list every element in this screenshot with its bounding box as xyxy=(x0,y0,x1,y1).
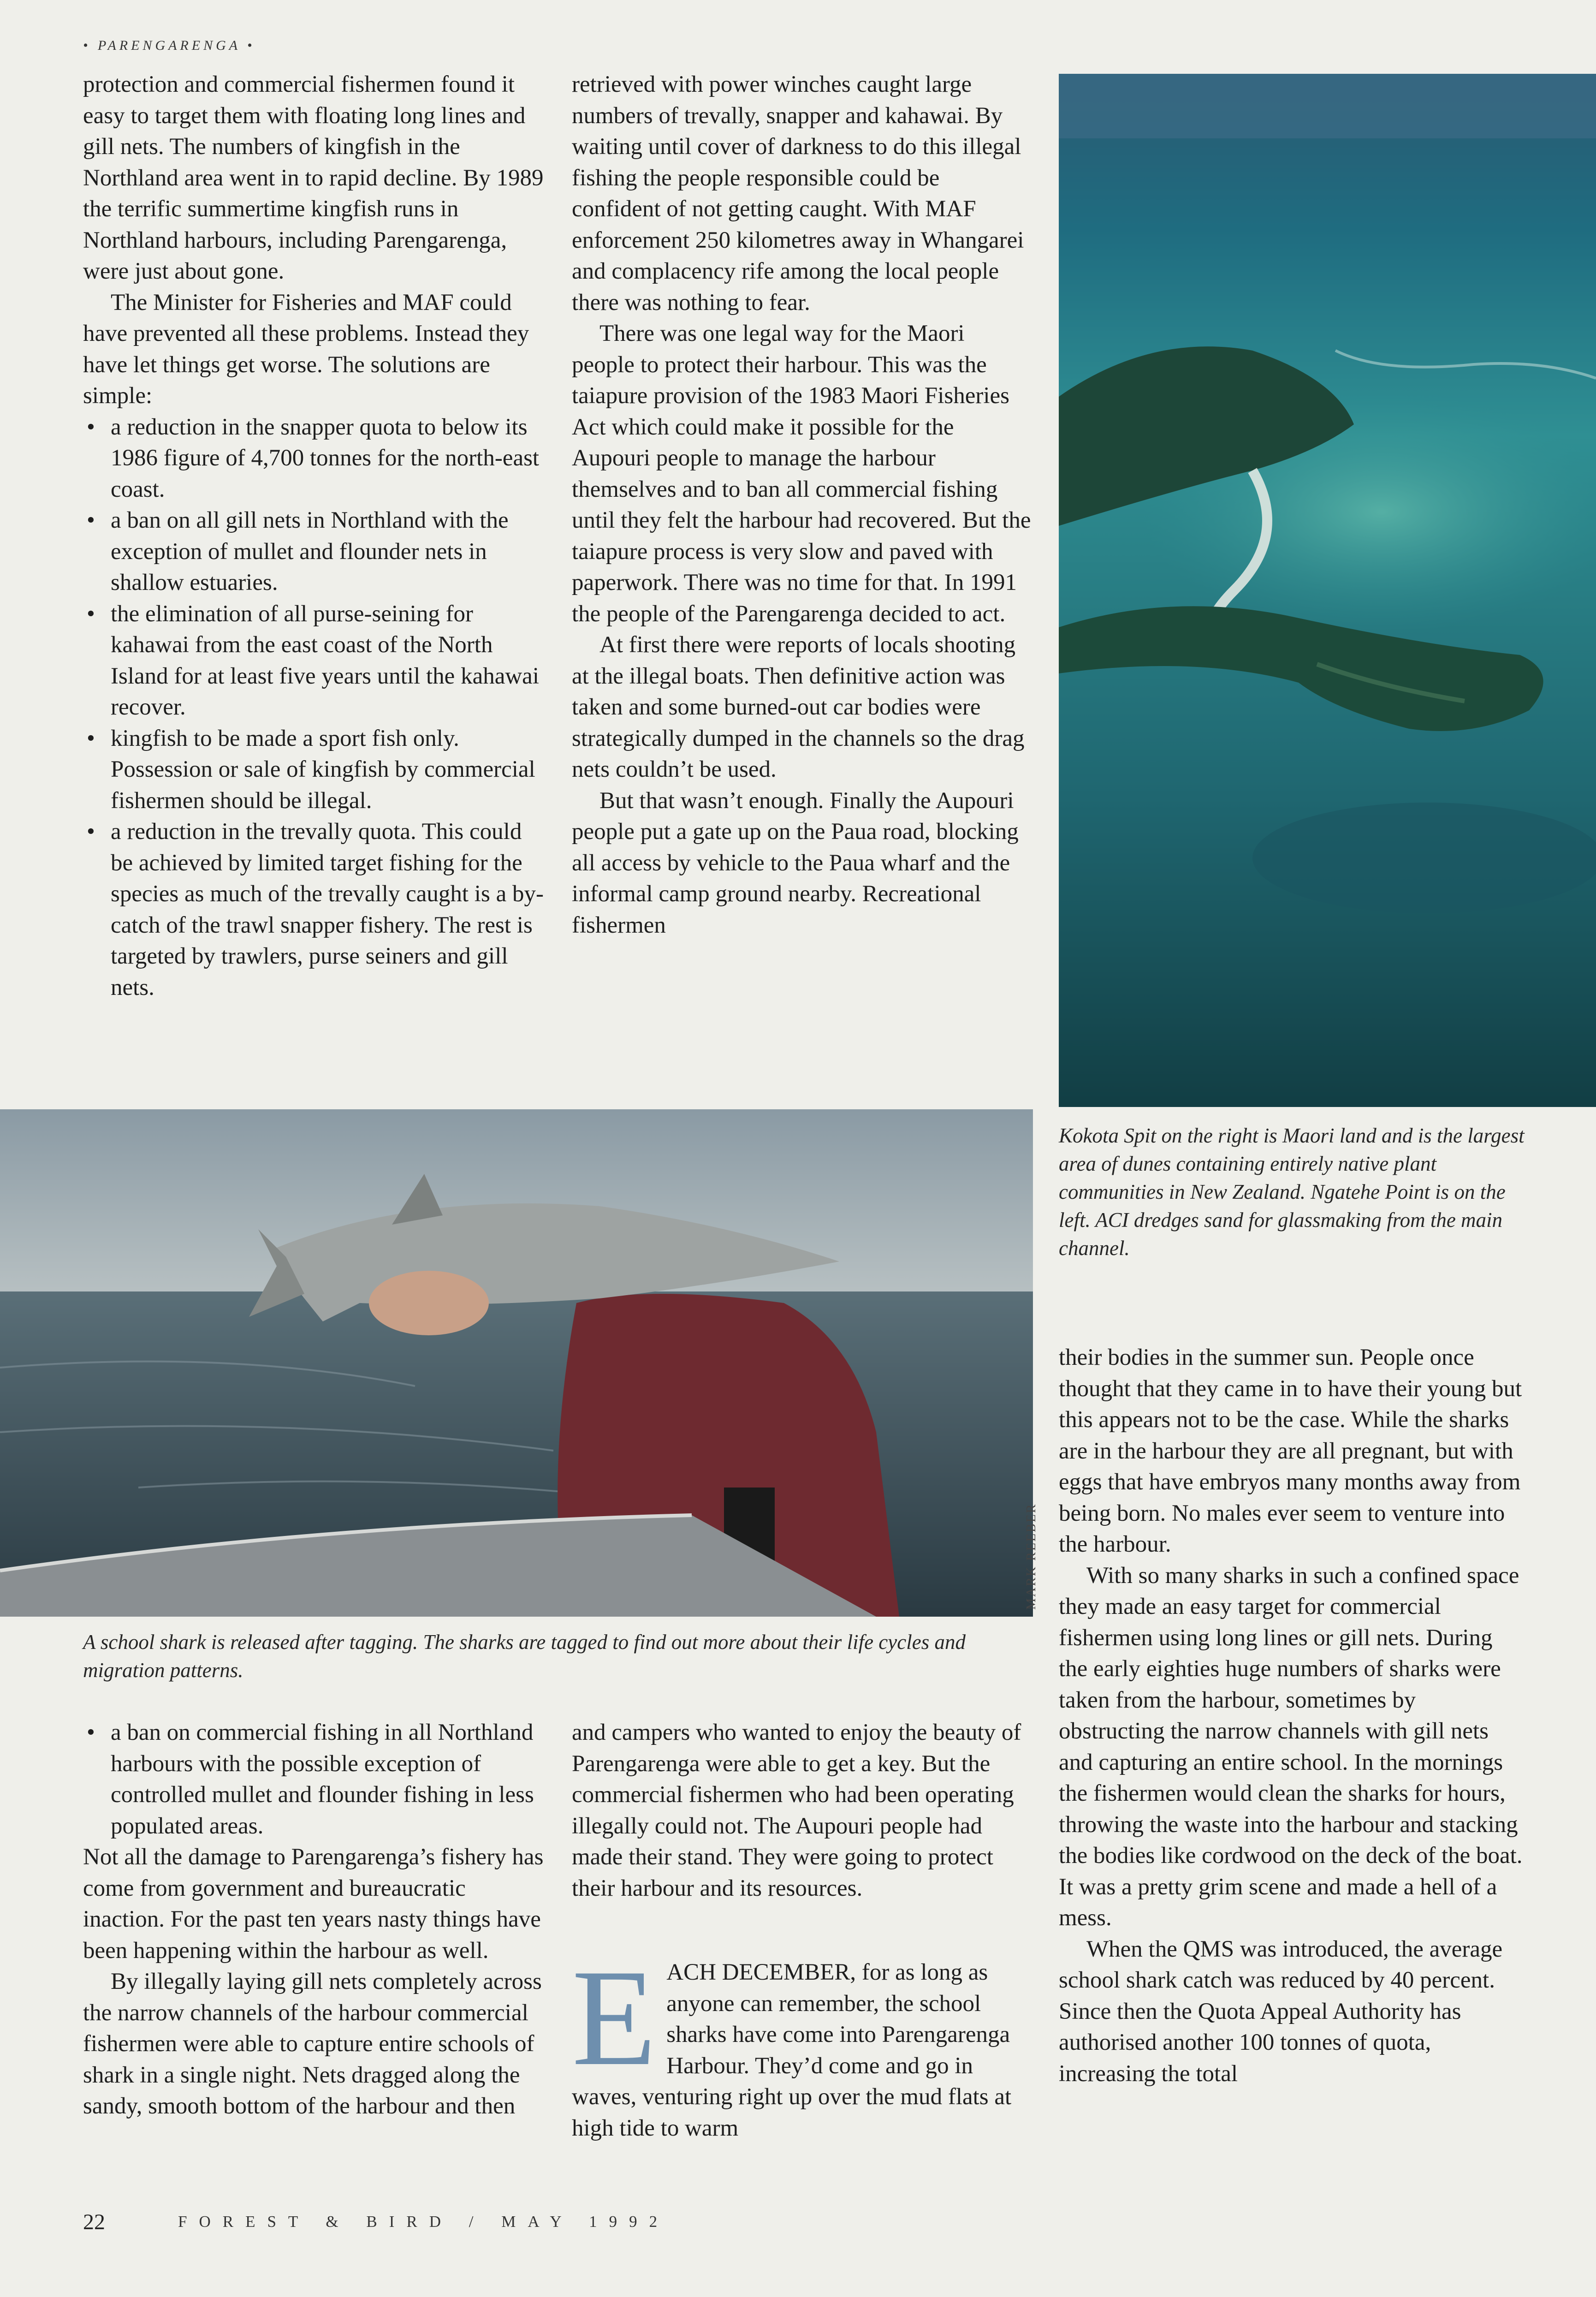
page-number: 22 xyxy=(83,2210,105,2234)
paragraph: their bodies in the summer sun. People once thought that they came in to have their young but this appears not to be the case. While the sharks are in the harbour they are all pregnant, but with eggs that have embryos many months away from being born. No males ever seem to venture into the harbour. xyxy=(1059,1345,1522,1557)
paragraph: protection and commercial fishermen found it easy to target them with floating long lines and gill nets. The numbers of kingfish in the Northland area went in to rapid decline. By 1989 the terrific summertime kingfish runs in Northland harbours, including Parengarenga, were just about gone. xyxy=(83,71,544,284)
paragraph-text: , for as long as anyone can remember, the school sharks have come into Parengarenga Harbour. They’d come and go in waves, venturing right up over the mud flats at high tide to warm xyxy=(572,1959,1012,2141)
paragraph: By illegally laying gill nets completely across the narrow channels of the harbour commercial fishermen were able to capture entire schools of shark in a single night. Nets dragged along the sandy, smooth bottom of the harbour and then xyxy=(83,1969,542,2119)
list-item: • a reduction in the snapper quota to below its 1986 figure of 4,700 tonnes for the north-east coast. xyxy=(83,412,545,506)
paragraph: The Minister for Fisheries and MAF could have prevented all these problems. Instead they have let things get worse. The solutions are simple: xyxy=(83,289,529,409)
list-item: • a ban on commercial fishing in all Northland harbours with the possible exception of controlled mullet and flounder fishing in less populated areas. xyxy=(83,1717,545,1842)
paragraph: When the QMS was introduced, the average school shark catch was reduced by 40 percent. Since then the Quota Appeal Authority has authorised another 100 tonnes of quota, increasing the total xyxy=(1059,1936,1503,2087)
running-head: • PARENGARENGA • xyxy=(83,38,255,53)
publication-footer: FOREST & BIRD / MAY 1992 xyxy=(178,2213,670,2231)
list-item: • the elimination of all purse-seining for kahawai from the east coast of the North Island for at least five years until the kahawai recover. xyxy=(83,599,545,723)
column-1-bottom xyxy=(83,1717,545,2122)
paragraph: At first there were reports of locals shooting at the illegal boats. Then definitive action was taken and some burned-out car bodies were strategically dumped in the channels so the drag nets couldn’t be used. xyxy=(572,632,1025,782)
list-item: • a ban on all gill nets in Northland with the exception of mullet and flounder nets in shallow estuaries. xyxy=(83,505,545,599)
list-item: • kingfish to be made a sport fish only. Possession or sale of kingfish by commercial fishermen should be illegal. xyxy=(83,723,545,817)
drop-cap: E xyxy=(572,1941,657,2094)
shark-tagging-photo xyxy=(0,1109,1033,1617)
paragraph: There was one legal way for the Maori people to protect their harbour. This was the taiapure provision of the 1983 Maori Fisheries Act which could make it possible for the Aupouri people to manage the harbour themselves and to ban all commercial fishing until they felt the harbour had recovered. But the taiapure process is very slow and paved with paperwork. There was no time for that. In 1991 the people of the Parengarenga decided to act. xyxy=(572,321,1031,627)
shark-photo-image xyxy=(0,1109,1033,1617)
column-3 xyxy=(1059,1342,1525,2089)
aerial-photo-kokota-spit xyxy=(1059,74,1596,1107)
shark-photo-caption: A school shark is released after tagging. The sharks are tagged to find out more about their life cycles and migration patterns. xyxy=(83,1631,966,1682)
paragraph: Not all the damage to Parengarenga’s fishery has come from government and bureaucratic inaction. For the past ten years nasty things have been happening within the harbour as well. xyxy=(83,1844,544,1964)
list-item: • a reduction in the trevally quota. This could be achieved by limited target fishing for the species as much of the trevally caught is a by-catch of the trawl snapper fishery. The rest is targeted by trawlers, purse seiners and gill nets. xyxy=(83,816,545,1003)
aerial-photo-caption: Kokota Spit on the right is Maori land and is the largest area of dunes containing entirely native plant communities in New Zealand. Ngatehe Point is on the left. ACI dredges sand for glassmaking from the main channel. xyxy=(1059,1124,1525,1260)
photo-credit: MARK REEBER xyxy=(1024,1503,1038,1610)
section-opening-paragraph xyxy=(572,1941,1033,2144)
column-2-bottom xyxy=(572,1717,1033,2144)
column-1-top xyxy=(83,69,545,1003)
solutions-list xyxy=(83,412,545,1004)
section-lead-in: ACH DECEMBER xyxy=(666,1959,850,1985)
solutions-list-continued xyxy=(83,1717,545,1842)
paragraph: With so many sharks in such a confined space they made an easy target for commercial fishermen using long lines or gill nets. During the early eighties huge numbers of sharks were taken from the harbour, sometimes by obstructing the narrow channels with gill nets and capturing an entire school. In the mornings the fishermen would clean the sharks for hours, throwing the waste into the harbour and stacking the bodies like cordwood on the deck of the boat. It was a pretty grim scene and made a hell of a mess. xyxy=(1059,1562,1523,1931)
aerial-photo-image xyxy=(1059,74,1596,1107)
column-2-top xyxy=(572,69,1033,941)
paragraph: and campers who wanted to enjoy the beauty of Parengarenga were able to get a key. But the commercial fishermen who had been operating illegally could not. The Aupouri people had made their stand. They were going to protect their harbour and its resources. xyxy=(572,1720,1021,1901)
paragraph: But that wasn’t enough. Finally the Aupouri people put a gate up on the Paua road, blocking all access by vehicle to the Paua wharf and the informal camp ground nearby. Recreational fishermen xyxy=(572,787,1019,938)
paragraph: retrieved with power winches caught large numbers of trevally, snapper and kahawai. By waiting until cover of darkness to do this illegal fishing the people responsible could be confident of not getting caught. With MAF enforcement 250 kilometres away in Whangarei and complacency rife among the local people there was nothing to fear. xyxy=(572,71,1024,315)
